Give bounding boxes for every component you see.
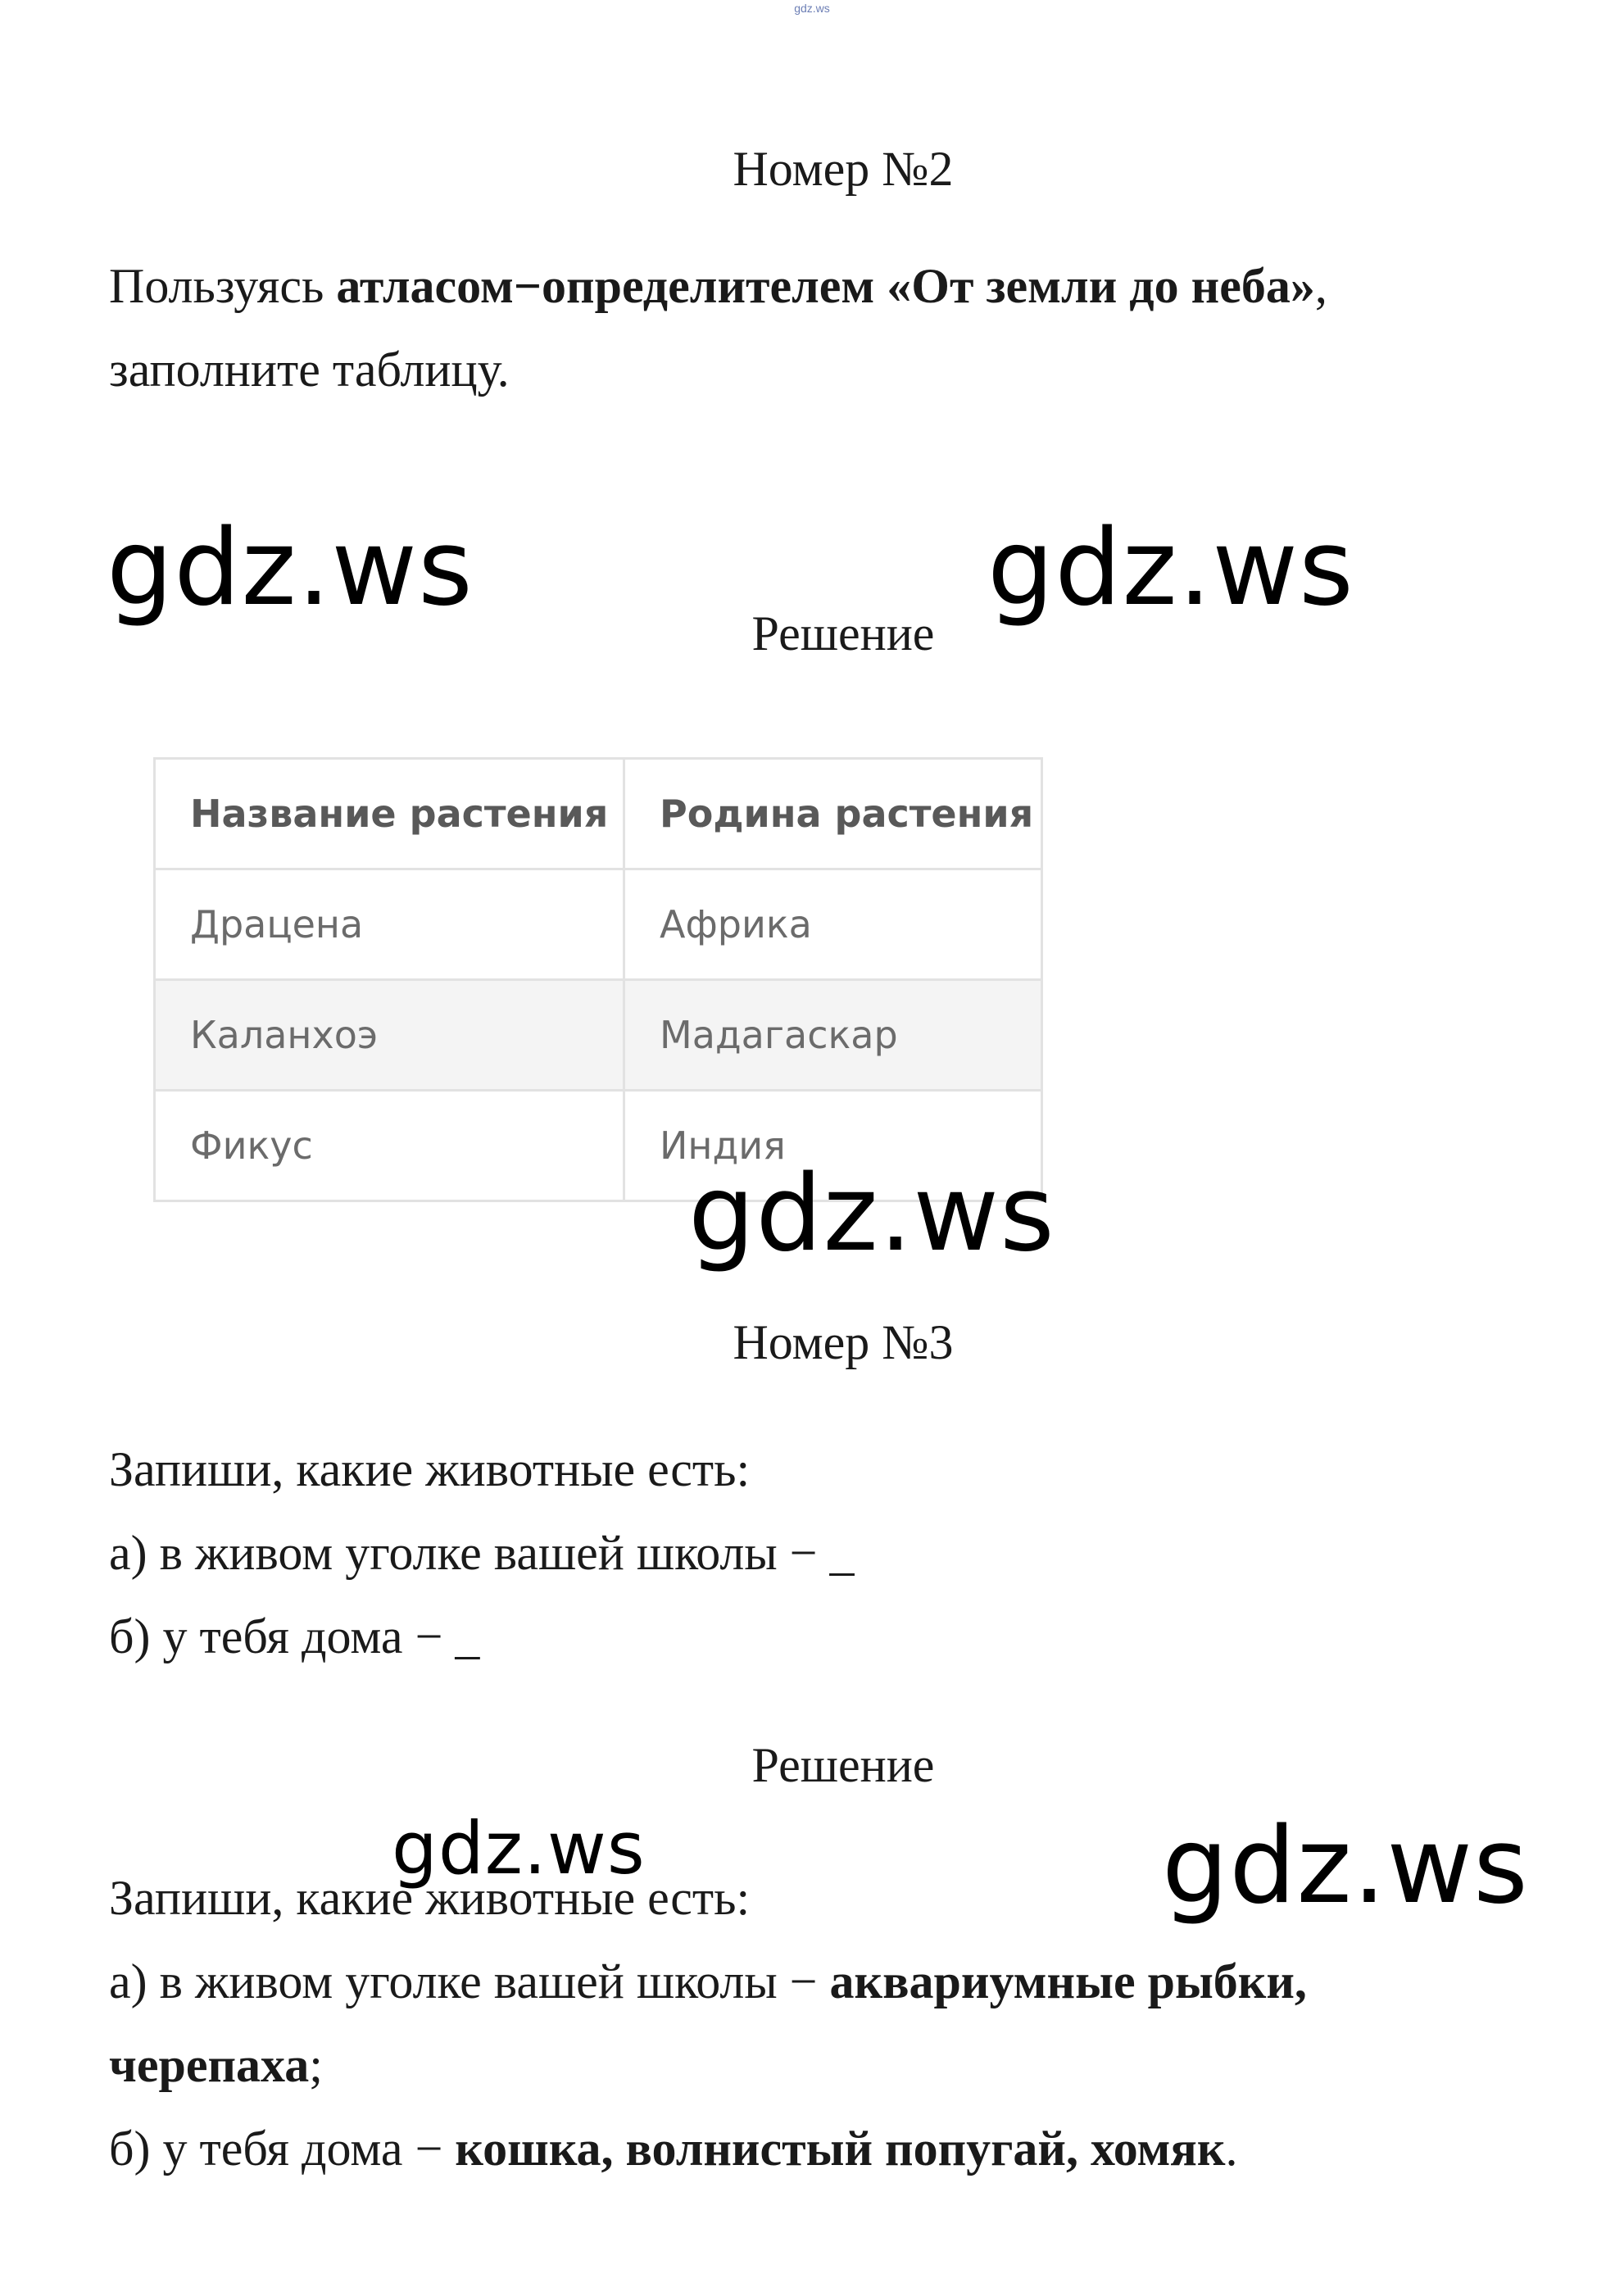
task3-answer-b-bold: кошка, волнистый попугай, хомяк (455, 2122, 1226, 2176)
task3-answer-a-line1 (109, 1940, 1551, 2023)
table-cell: Индия (624, 1091, 1042, 1201)
task3-title: Номер №3 (733, 1315, 954, 1369)
task3-answer-b (109, 2107, 1551, 2190)
task3-answer-b-prefix: б) у тебя дома − (109, 2122, 456, 2176)
watermark: gdz.ws (1162, 1805, 1529, 1927)
watermark: gdz.ws (392, 1806, 646, 1890)
task3-answer-a-bold: аквариумные рыбки, (829, 1954, 1307, 2008)
task2-prompt-bold: атласом−определителем «От земли до неба» (336, 259, 1315, 313)
task2-solution-label: Решение (751, 606, 935, 660)
task3-answer-a-prefix: а) в живом уголке вашей школы − (109, 1954, 830, 2008)
task3-answer (109, 1856, 1551, 2190)
plants-table (153, 757, 1043, 1202)
table-cell: Африка (624, 869, 1042, 980)
table-cell: Фикус (155, 1091, 624, 1201)
task3-answer-intro: Запиши, какие животные есть: (109, 1871, 751, 1925)
table-cell: Мадагаскар (624, 980, 1042, 1091)
watermark: gdz.ws (688, 1153, 1055, 1275)
task3-answer-a-end: ; (309, 2038, 323, 2092)
task2-prompt-line1 (109, 244, 1551, 328)
task3-solution-label: Решение (751, 1738, 935, 1792)
table-header-row (155, 759, 1042, 869)
table-row (155, 980, 1042, 1091)
table-cell: Драцена (155, 869, 624, 980)
task2-title: Номер №2 (733, 142, 954, 196)
task3-question (109, 1427, 1551, 1678)
task3-answer-b-end: . (1225, 2122, 1238, 2176)
task2-prompt-start: Пользуясь (109, 259, 337, 313)
watermark: gdz.ws (987, 507, 1354, 629)
task3-answer-a-bold: черепаха (109, 2038, 310, 2092)
task2-prompt (109, 244, 1551, 411)
task3-question-a: а) в живом уголке вашей школы − _ (109, 1526, 855, 1580)
task3-question-b: б) у тебя дома − _ (109, 1609, 480, 1663)
table-cell: Каланхоэ (155, 980, 624, 1091)
table-header-cell: Родина растения (624, 759, 1042, 869)
watermark: gdz.ws (107, 507, 474, 629)
task3-question-intro: Запиши, какие животные есть: (109, 1442, 751, 1496)
task2-prompt-end: , (1314, 259, 1327, 313)
site-mark: gdz.ws (794, 2, 830, 15)
task3-answer-a-line2 (109, 2023, 1551, 2107)
table-row (155, 869, 1042, 980)
table-header-cell: Название растения (155, 759, 624, 869)
task2-prompt-line2: заполните таблицу. (109, 343, 510, 397)
